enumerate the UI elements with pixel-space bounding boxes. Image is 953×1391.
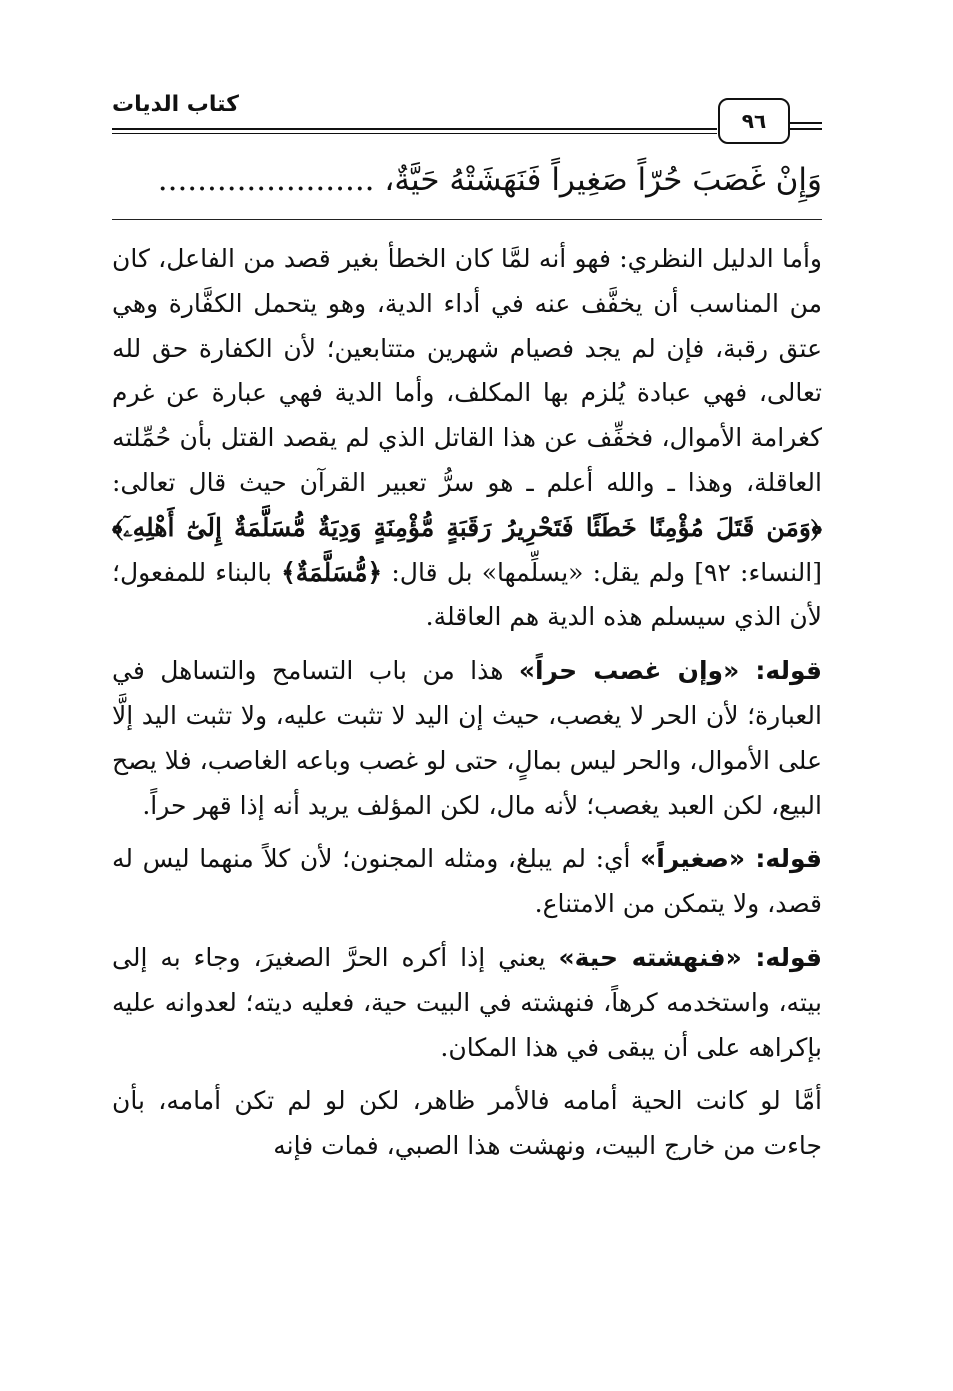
quran-verse: ﴿وَمَن قَتَلَ مُؤْمِنًا خَطَئًا فَتَحْرِيرُ رَقَبَةٍ مُّؤْمِنَةٍ وَدِيَةٌ مُّسَلَّمَةٌ إِلَىٰٓ أَهْلِهِۦٓ﴾ bbox=[112, 512, 822, 542]
header-rule-right-lower bbox=[788, 128, 822, 130]
qawl-label: قوله: bbox=[755, 656, 822, 686]
paragraph-2 bbox=[112, 649, 822, 828]
paragraph-1-text-2: [النساء: ٩٢] ولم يقل: «يسلِّمها» بل قال: bbox=[382, 557, 822, 587]
matn-quote: «فنهشته حية» bbox=[558, 942, 756, 972]
paragraph-1 bbox=[112, 237, 822, 640]
paragraph-4-text: يعني إذا أكره الحرَّ الصغيرَ، وجاء به إلى بيته، واستخدمه كرهاً، فنهشته في البيت حية، فعليه ديته؛ لعدوانه عليه بإكراهه على أن يبقى في هذا المكان. bbox=[112, 942, 822, 1062]
header-rule-right bbox=[788, 122, 822, 124]
paragraph-4 bbox=[112, 936, 822, 1070]
matn-separator bbox=[112, 219, 822, 220]
quran-word: ﴿مُّسَلَّمَةٌ﴾ bbox=[281, 557, 383, 587]
paragraph-5 bbox=[112, 1079, 822, 1169]
matn-quote: «صغيراً» bbox=[640, 844, 756, 874]
qawl-label: قوله: bbox=[755, 942, 823, 972]
paragraph-5-text: أمَّا لو كانت الحية أمامه فالأمر ظاهر، لكن لو لم تكن أمامه، بأن جاءت من خارج البيت، ونهشت هذا الصبي، فمات فإنه bbox=[112, 1086, 822, 1161]
paragraph-3 bbox=[112, 837, 822, 927]
page-number: ٩٦ bbox=[718, 98, 790, 144]
book-title: كتاب الديات bbox=[112, 92, 239, 117]
matn-text: وَإِنْ غَصَبَ حُرّاً صَغِيراً فَنَهَشَتْهُ حَيَّةٌ، ...................... bbox=[157, 162, 822, 198]
qawl-label: قوله: bbox=[755, 844, 822, 874]
paragraph-1-text-3: بالبناء للمفعول؛ لأن الذي سيسلم هذه الدية هم العاقلة. bbox=[112, 557, 822, 632]
commentary-body bbox=[112, 237, 822, 1169]
matn-quote: «وإن غصب حراً» bbox=[518, 656, 756, 686]
paragraph-3-text: أي: لم يبلغ، ومثله المجنون؛ لأن كلاً منهما ليس له قصد، ولا يتمكن من الامتناع. bbox=[112, 844, 822, 919]
paragraph-1-text: وأما الدليل النظري: فهو أنه لمَّا كان الخطأ بغير قصد من الفاعل، كان من المناسب أن يخفَّف عنه في أداء الدية، وهو يتحمل الكفَّارة وهي عتق رقبة، فإن لم يجد فصيام شهرين متتابعين؛ لأن الكفارة حق لله تعالى، فهي عبادة يُلزم بها المكلف، وأما الدية فهي عبارة عن غرم كغرامة الأموال، فخفِّف عن هذا القاتل الذي لم يقصد القتل بأن حُمِّلته العاقلة، وهذا ـ والله أعلم ـ هو سرُّ تعبير القرآن حيث قال تعالى: bbox=[112, 244, 822, 497]
header-rule bbox=[112, 128, 717, 130]
page-header bbox=[112, 86, 822, 146]
header-rule-thin bbox=[112, 133, 717, 134]
paragraph-2-text: هذا من باب التسامح والتساهل في العبارة؛ لأن الحر لا يغصب، حيث إن اليد لا تثبت عليه، ولا تثبت اليد إلَّا على الأموال، والحر ليس بمالٍ، حتى لو غصب وباعه الغاصب، فلا يصح البيع، لكن العبد يغصب؛ لأنه مال، لكن المؤلف يريد أنه إذا قهر حراً. bbox=[112, 656, 822, 820]
